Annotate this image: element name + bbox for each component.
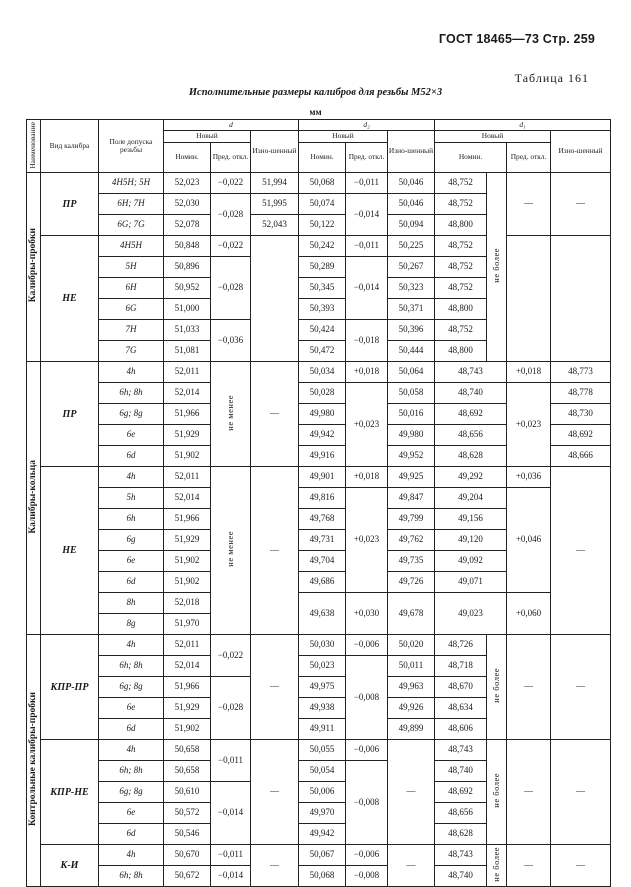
cell-d2-worn: 49,899 xyxy=(388,719,435,740)
cell-d-nominal: 51,929 xyxy=(164,530,211,551)
cell-ne-menee xyxy=(211,362,251,467)
cell-d-nominal: 52,014 xyxy=(164,383,211,404)
cell-d1-deviation: — xyxy=(507,173,551,236)
cell-d-nominal: 51,902 xyxy=(164,446,211,467)
cell-d-deviation: −0,014 xyxy=(211,866,251,887)
cell-d2-nominal: 50,068 xyxy=(299,866,346,887)
cell-d2-nominal: 50,242 xyxy=(299,236,346,257)
col-header-d1: d₁ xyxy=(435,120,611,131)
cell-d1-nominal: 48,752 xyxy=(435,278,487,299)
cell-d-nominal: 52,023 xyxy=(164,173,211,194)
cell-tolerance: 4h xyxy=(99,635,164,656)
cell-d-nominal: 51,902 xyxy=(164,719,211,740)
cell-d2-worn: 50,267 xyxy=(388,257,435,278)
cell-d1-nominal: 49,092 xyxy=(435,551,507,572)
cell-d-nominal: 50,572 xyxy=(164,803,211,824)
cell-d2-worn: 50,016 xyxy=(388,404,435,425)
cell-d-deviation: −0,014 xyxy=(211,782,251,845)
col-header-d: d xyxy=(164,120,299,131)
cell-d1-worn: — xyxy=(551,740,611,845)
cell-tolerance: 6g; 8g xyxy=(99,404,164,425)
cell-d-worn: 51,994 xyxy=(251,173,299,194)
cell-tolerance: 6h; 8h xyxy=(99,656,164,677)
cell-d2-deviation: −0,008 xyxy=(346,761,388,845)
cell-d-nominal: 52,011 xyxy=(164,635,211,656)
cell-d1-deviation: — xyxy=(507,740,551,845)
cell-tolerance: 4h xyxy=(99,740,164,761)
cell-d2-deviation: −0,006 xyxy=(346,740,388,761)
cell-d1-deviation: +0,046 xyxy=(507,488,551,593)
cell-d1-nominal: 48,752 xyxy=(435,236,487,257)
cell-d-nominal: 51,033 xyxy=(164,320,211,341)
gauge-kind-kpr_pr: КПР-ПР xyxy=(41,635,99,740)
cell-d1-nominal: 48,800 xyxy=(435,299,487,320)
cell-ne-bolee-text: не более xyxy=(490,773,501,808)
cell-tolerance: 6H xyxy=(99,278,164,299)
cell-d2-worn: 50,323 xyxy=(388,278,435,299)
cell-d1-worn: 48,730 xyxy=(551,404,611,425)
cell-d2-nominal: 50,006 xyxy=(299,782,346,803)
cell-d-deviation: −0,022 xyxy=(211,635,251,677)
cell-d-worn: — xyxy=(251,845,299,887)
cell-ne-bolee-text: не более xyxy=(490,846,501,882)
cell-d1-nominal: 48,752 xyxy=(435,257,487,278)
col-header-tolerance: Поле допуска резьбы xyxy=(99,120,164,173)
cell-d2-deviation: −0,006 xyxy=(346,845,388,866)
cell-d2-deviation: −0,011 xyxy=(346,173,388,194)
group-plug xyxy=(27,173,41,362)
cell-d1-nominal: 49,023 xyxy=(435,593,507,635)
cell-tolerance: 6d xyxy=(99,719,164,740)
cell-d-nominal: 51,966 xyxy=(164,677,211,698)
col-header-worn: Изно-шенный xyxy=(251,131,299,173)
cell-d2-deviation: +0,030 xyxy=(346,593,388,635)
cell-d1-nominal: 48,628 xyxy=(435,446,507,467)
cell-d1-nominal: 48,634 xyxy=(435,698,487,719)
cell-ne-menee-text: не менее xyxy=(224,394,235,431)
group-ring-text: Калибры-кольца xyxy=(28,459,39,534)
cell-d2-nominal: 49,638 xyxy=(299,593,346,635)
cell-d-worn-empty xyxy=(251,236,299,362)
cell-d1-deviation: +0,036 xyxy=(507,467,551,488)
cell-d-nominal: 52,011 xyxy=(164,467,211,488)
cell-d2-nominal: 50,472 xyxy=(299,341,346,362)
cell-ne-bolee-text: не более xyxy=(490,248,501,283)
unit-label: мм xyxy=(309,107,322,117)
cell-d-deviation: −0,028 xyxy=(211,194,251,236)
group-control xyxy=(27,635,41,887)
gauge-kind-k_i: К-И xyxy=(41,845,99,887)
cell-d2-deviation: +0,018 xyxy=(346,467,388,488)
cell-tolerance: 6g; 8g xyxy=(99,677,164,698)
col-header-nom: Номин. xyxy=(299,143,346,173)
cell-tolerance: 8h xyxy=(99,593,164,614)
cell-d2-deviation: −0,011 xyxy=(346,236,388,257)
cell-tolerance: 7H xyxy=(99,320,164,341)
cell-d2-worn: 50,046 xyxy=(388,173,435,194)
col-header-dev: Пред. откл. xyxy=(211,143,251,173)
cell-d2-worn: 50,396 xyxy=(388,320,435,341)
cell-tolerance: 7G xyxy=(99,341,164,362)
cell-d2-nominal: 50,345 xyxy=(299,278,346,299)
cell-d2-worn: 50,094 xyxy=(388,215,435,236)
cell-d2-nominal: 49,942 xyxy=(299,425,346,446)
cell-d-nominal: 52,018 xyxy=(164,593,211,614)
col-header-nom: Номин. xyxy=(435,143,507,173)
cell-d1-nominal: 48,726 xyxy=(435,635,487,656)
cell-d-worn: — xyxy=(251,740,299,845)
cell-d-deviation: −0,022 xyxy=(211,236,251,257)
cell-d1-nominal: 48,752 xyxy=(435,173,487,194)
cell-d1-nominal: 49,292 xyxy=(435,467,507,488)
cell-d2-worn: 49,726 xyxy=(388,572,435,593)
cell-d1-nominal: 49,120 xyxy=(435,530,507,551)
cell-d2-worn: 50,371 xyxy=(388,299,435,320)
cell-d-nominal: 51,970 xyxy=(164,614,211,635)
cell-tolerance: 6e xyxy=(99,698,164,719)
cell-ne-bolee xyxy=(487,173,507,362)
cell-d-nominal: 51,929 xyxy=(164,698,211,719)
col-header-dev: Пред. откл. xyxy=(346,143,388,173)
gauge-kind-ne: НЕ xyxy=(41,236,99,362)
cell-d1-nominal: 48,628 xyxy=(435,824,487,845)
col-header-name: Наименование xyxy=(27,120,41,173)
cell-tolerance: 6h; 8h xyxy=(99,761,164,782)
cell-ne-bolee xyxy=(487,635,507,740)
gauge-kind-ne: НЕ xyxy=(41,467,99,635)
col-header-dev: Пред. откл. xyxy=(507,143,551,173)
cell-d2-nominal: 50,034 xyxy=(299,362,346,383)
table-row xyxy=(27,236,611,257)
cell-d-nominal: 51,966 xyxy=(164,404,211,425)
cell-d-deviation: −0,022 xyxy=(211,173,251,194)
cell-d-worn: 52,043 xyxy=(251,215,299,236)
cell-d1-deviation: +0,018 xyxy=(507,362,551,383)
cell-d2-worn: 49,980 xyxy=(388,425,435,446)
cell-d2-worn: 49,952 xyxy=(388,446,435,467)
cell-tolerance: 4h xyxy=(99,845,164,866)
table-row xyxy=(27,845,611,866)
cell-d2-worn: 50,046 xyxy=(388,194,435,215)
cell-d-deviation: −0,028 xyxy=(211,257,251,320)
cell-d1-nominal: 49,156 xyxy=(435,509,507,530)
cell-d-nominal: 52,078 xyxy=(164,215,211,236)
cell-tolerance: 6e xyxy=(99,803,164,824)
cell-d2-worn: 50,064 xyxy=(388,362,435,383)
cell-d2-nominal: 50,055 xyxy=(299,740,346,761)
cell-d-nominal: 51,929 xyxy=(164,425,211,446)
cell-d2-nominal: 49,731 xyxy=(299,530,346,551)
cell-tolerance: 5h xyxy=(99,488,164,509)
cell-d1-worn: 48,778 xyxy=(551,383,611,404)
cell-d1-nominal: 49,071 xyxy=(435,572,507,593)
cell-d1-dev-empty xyxy=(507,236,551,362)
col-header-worn: Изно-шенный xyxy=(551,131,611,173)
cell-d-worn: — xyxy=(251,635,299,740)
page-header: ГОСТ 18465—73 Стр. 259 xyxy=(438,32,595,46)
cell-d-nominal: 50,848 xyxy=(164,236,211,257)
cell-d2-nominal: 50,030 xyxy=(299,635,346,656)
cell-d1-nominal: 48,740 xyxy=(435,761,487,782)
cell-d1-deviation: — xyxy=(507,845,551,887)
cell-d2-nominal: 50,122 xyxy=(299,215,346,236)
cell-d2-nominal: 50,289 xyxy=(299,257,346,278)
cell-d1-nominal: 48,752 xyxy=(435,320,487,341)
cell-d2-worn: 50,444 xyxy=(388,341,435,362)
cell-d1-nominal: 48,800 xyxy=(435,215,487,236)
col-header-new: Новый xyxy=(164,131,251,143)
cell-d1-worn: 48,773 xyxy=(551,362,611,383)
cell-tolerance: 6d xyxy=(99,824,164,845)
cell-d2-deviation: −0,018 xyxy=(346,320,388,362)
cell-d2-nominal: 49,901 xyxy=(299,467,346,488)
table-row xyxy=(27,740,611,761)
cell-tolerance: 6g xyxy=(99,530,164,551)
cell-d1-nominal: 48,740 xyxy=(435,383,507,404)
cell-d2-worn: 49,735 xyxy=(388,551,435,572)
cell-d-nominal: 51,902 xyxy=(164,551,211,572)
cell-tolerance: 4H5H; 5H xyxy=(99,173,164,194)
cell-d2-deviation: +0,023 xyxy=(346,383,388,467)
cell-d2-nominal: 49,975 xyxy=(299,677,346,698)
cell-d2-worn: 49,926 xyxy=(388,698,435,719)
cell-d2-worn: 49,799 xyxy=(388,509,435,530)
cell-d1-worn: — xyxy=(551,635,611,740)
cell-d1-nominal: 48,656 xyxy=(435,803,487,824)
cell-d1-nominal: 48,743 xyxy=(435,845,487,866)
cell-d2-nominal: 49,980 xyxy=(299,404,346,425)
cell-d1-worn: 48,692 xyxy=(551,425,611,446)
table-row xyxy=(27,383,611,404)
gauge-kind-kpr_ne: КПР-НЕ xyxy=(41,740,99,845)
col-header-worn: Изно-шенный xyxy=(388,131,435,173)
table-title: Исполнительные размеры калибров для резьбы М52×3 xyxy=(188,87,443,98)
cell-d2-worn: 49,847 xyxy=(388,488,435,509)
cell-d1-nominal: 48,740 xyxy=(435,866,487,887)
cell-tolerance: 6d xyxy=(99,446,164,467)
cell-d2-deviation: −0,006 xyxy=(346,635,388,656)
cell-d2-worn: 50,058 xyxy=(388,383,435,404)
cell-d-nominal: 50,670 xyxy=(164,845,211,866)
col-header-d2: d₂ xyxy=(299,120,435,131)
cell-d2-worn: 50,020 xyxy=(388,635,435,656)
cell-tolerance: 6h; 8h xyxy=(99,383,164,404)
cell-tolerance: 6h; 8h xyxy=(99,866,164,887)
cell-d1-nominal: 48,743 xyxy=(435,740,487,761)
cell-d2-nominal: 50,054 xyxy=(299,761,346,782)
cell-d-nominal: 52,014 xyxy=(164,656,211,677)
cell-d2-nominal: 50,393 xyxy=(299,299,346,320)
col-header-new: Новый xyxy=(299,131,388,143)
cell-d2-worn: 49,925 xyxy=(388,467,435,488)
cell-d-worn: 51,995 xyxy=(251,194,299,215)
cell-d2-deviation: +0,023 xyxy=(346,488,388,593)
cell-d-nominal: 50,672 xyxy=(164,866,211,887)
group-plug-text: Калибры-пробки xyxy=(28,228,39,303)
table-row xyxy=(27,593,611,614)
cell-d1-deviation: +0,023 xyxy=(507,383,551,467)
cell-d-nominal: 50,658 xyxy=(164,740,211,761)
cell-d-deviation: −0,036 xyxy=(211,320,251,362)
cell-d1-nominal: 48,670 xyxy=(435,677,487,698)
cell-d-nominal: 52,011 xyxy=(164,362,211,383)
cell-d2-worn: 49,678 xyxy=(388,593,435,635)
cell-tolerance: 6g; 8g xyxy=(99,782,164,803)
cell-d2-nominal: 49,686 xyxy=(299,572,346,593)
cell-tolerance: 6e xyxy=(99,551,164,572)
cell-d-deviation: −0,011 xyxy=(211,845,251,866)
cell-d2-deviation: −0,008 xyxy=(346,866,388,887)
cell-d1-nominal: 48,606 xyxy=(435,719,487,740)
gauge-kind-pr: ПР xyxy=(41,362,99,467)
cell-d2-nominal: 49,911 xyxy=(299,719,346,740)
cell-tolerance: 5H xyxy=(99,257,164,278)
cell-d-nominal: 51,000 xyxy=(164,299,211,320)
cell-tolerance: 6G; 7G xyxy=(99,215,164,236)
cell-d2-worn: — xyxy=(388,740,435,845)
cell-d1-nominal: 48,718 xyxy=(435,656,487,677)
cell-d2-nominal: 50,067 xyxy=(299,845,346,866)
cell-tolerance: 8g xyxy=(99,614,164,635)
cell-d1-worn: 48,666 xyxy=(551,446,611,467)
cell-d-nominal: 51,966 xyxy=(164,509,211,530)
cell-d1-nominal: 48,692 xyxy=(435,782,487,803)
cell-d1-worn: — xyxy=(551,467,611,635)
cell-d2-nominal: 49,816 xyxy=(299,488,346,509)
cell-d2-nominal: 50,023 xyxy=(299,656,346,677)
cell-d-nominal: 50,546 xyxy=(164,824,211,845)
cell-d1-worn: — xyxy=(551,173,611,236)
cell-d2-nominal: 50,068 xyxy=(299,173,346,194)
table-row xyxy=(27,635,611,656)
cell-tolerance: 6G xyxy=(99,299,164,320)
gauge-kind-pr: ПР xyxy=(41,173,99,236)
cell-d1-nominal: 48,800 xyxy=(435,341,487,362)
cell-d2-nominal: 50,028 xyxy=(299,383,346,404)
cell-d2-nominal: 50,074 xyxy=(299,194,346,215)
col-header-kind: Вид калибра xyxy=(41,120,99,173)
cell-d1-nominal: 48,743 xyxy=(435,362,507,383)
cell-d-worn: — xyxy=(251,362,299,467)
cell-ne-menee xyxy=(211,467,251,635)
cell-d2-nominal: 49,704 xyxy=(299,551,346,572)
cell-ne-bolee xyxy=(487,845,507,887)
group-ring xyxy=(27,362,41,635)
cell-tolerance: 4h xyxy=(99,467,164,488)
cell-d2-deviation: −0,014 xyxy=(346,194,388,236)
cell-d-nominal: 51,902 xyxy=(164,572,211,593)
cell-d2-worn: 49,762 xyxy=(388,530,435,551)
cell-d-deviation: −0,028 xyxy=(211,677,251,740)
cell-d2-nominal: 49,938 xyxy=(299,698,346,719)
cell-d-nominal: 50,952 xyxy=(164,278,211,299)
cell-d2-deviation: −0,014 xyxy=(346,257,388,320)
table-row xyxy=(27,488,611,509)
cell-d1-deviation: — xyxy=(507,635,551,740)
cell-d-nominal: 50,896 xyxy=(164,257,211,278)
table-row xyxy=(27,362,611,383)
cell-tolerance: 6H; 7H xyxy=(99,194,164,215)
table-number: Таблица 161 xyxy=(514,71,589,85)
cell-d2-deviation: +0,018 xyxy=(346,362,388,383)
cell-d1-nominal: 49,204 xyxy=(435,488,507,509)
cell-tolerance: 4h xyxy=(99,362,164,383)
cell-d2-worn: 49,963 xyxy=(388,677,435,698)
cell-d2-nominal: 50,424 xyxy=(299,320,346,341)
cell-ne-bolee-text: не более xyxy=(490,668,501,703)
cell-tolerance: 4H5H xyxy=(99,236,164,257)
cell-d-nominal: 51,081 xyxy=(164,341,211,362)
cell-d2-nominal: 49,942 xyxy=(299,824,346,845)
cell-d2-nominal: 49,768 xyxy=(299,509,346,530)
col-header-new: Новый xyxy=(435,131,551,143)
cell-d1-nominal: 48,656 xyxy=(435,425,507,446)
cell-d-nominal: 50,610 xyxy=(164,782,211,803)
cell-d-nominal: 52,030 xyxy=(164,194,211,215)
table-row xyxy=(27,173,611,194)
cell-d-nominal: 50,658 xyxy=(164,761,211,782)
gauge-dimensions-table xyxy=(26,119,611,887)
cell-tolerance: 6h xyxy=(99,509,164,530)
table-row xyxy=(27,467,611,488)
cell-ne-bolee xyxy=(487,740,507,845)
cell-d2-worn: 50,225 xyxy=(388,236,435,257)
cell-d2-nominal: 49,970 xyxy=(299,803,346,824)
cell-d2-deviation: −0,008 xyxy=(346,656,388,740)
cell-d1-nominal: 48,692 xyxy=(435,404,507,425)
cell-d1-deviation: +0,060 xyxy=(507,593,551,635)
cell-ne-menee-text: не менее xyxy=(224,531,235,567)
cell-d-worn: — xyxy=(251,467,299,635)
cell-d1-worn: — xyxy=(551,845,611,887)
cell-tolerance: 6d xyxy=(99,572,164,593)
cell-tolerance: 6e xyxy=(99,425,164,446)
group-control-text: Контрольные калибры-пробки xyxy=(28,692,39,827)
cell-d2-nominal: 49,916 xyxy=(299,446,346,467)
cell-d1-worn-empty xyxy=(551,236,611,362)
col-header-nom: Номин. xyxy=(164,143,211,173)
cell-d2-worn: — xyxy=(388,845,435,887)
cell-d-deviation: −0,011 xyxy=(211,740,251,782)
cell-d-nominal: 52,014 xyxy=(164,488,211,509)
cell-d1-nominal: 48,752 xyxy=(435,194,487,215)
cell-d2-worn: 50,011 xyxy=(388,656,435,677)
